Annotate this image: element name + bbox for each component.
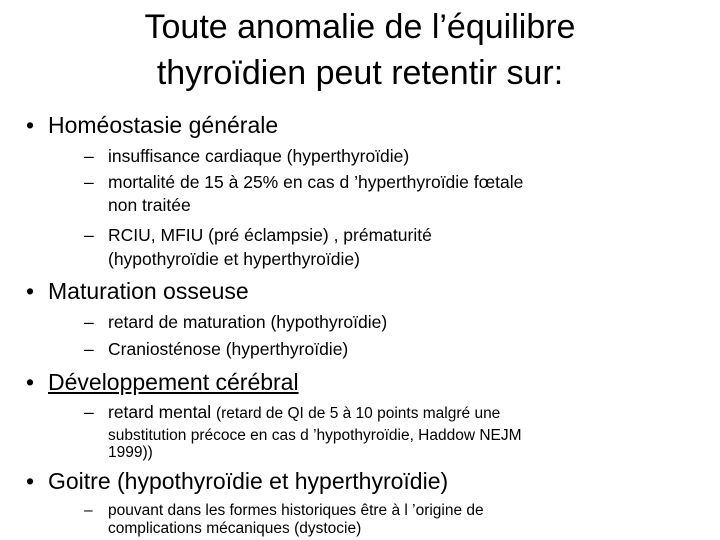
item-text: insuffisance cardiaque (hyperthyroïdie) <box>108 146 410 166</box>
bullet-icon: • <box>26 369 35 395</box>
section-heading: Goitre (hypothyroïdie et hyperthyroïdie) <box>48 468 449 494</box>
list-item <box>84 145 409 167</box>
item-note: (retard de QI de 5 à 10 points malgré une <box>215 405 501 422</box>
item-text: retard de maturation (hypothyroïdie) <box>108 312 388 332</box>
list-item <box>84 224 432 246</box>
section-maturation <box>26 277 249 305</box>
list-item <box>84 338 348 360</box>
slide-title <box>60 4 660 96</box>
section-goitre <box>26 467 448 495</box>
list-item <box>84 401 500 425</box>
list-item <box>84 311 387 333</box>
item-text: mortalité de 15 à 25% en cas d ’hyperthyroïdie fœtale <box>108 172 524 192</box>
section-heading: Développement cérébral <box>48 369 299 395</box>
dash-icon: – <box>84 146 94 166</box>
dash-icon: – <box>84 312 94 332</box>
title-line-1: Toute anomalie de l’équilibre <box>144 8 576 46</box>
dash-icon: – <box>84 402 94 422</box>
bullet-icon: • <box>26 278 35 304</box>
title-line-2: thyroïdien peut retentir sur: <box>156 54 564 92</box>
bullet-icon: • <box>26 112 35 138</box>
bullet-icon: • <box>26 468 35 494</box>
section-developpement <box>26 368 299 396</box>
item-text: Craniosténose (hyperthyroïdie) <box>108 339 349 359</box>
item-text: RCIU, MFIU (pré éclampsie) , prématurité <box>108 225 432 245</box>
item-text: pouvant dans les formes historiques être à l ’origine de <box>108 502 484 519</box>
item-continuation: 1999)) <box>108 444 153 461</box>
section-heading: Homéostasie générale <box>48 112 279 138</box>
item-continuation: non traitée <box>108 195 191 215</box>
dash-icon: – <box>84 225 94 245</box>
dash-icon: – <box>84 172 94 192</box>
item-continuation: (hypothyroïdie et hyperthyroïdie) <box>108 249 360 269</box>
dash-icon: – <box>84 502 93 519</box>
item-continuation: substitution précoce en cas d ’hypothyroïdie, Haddow NEJM <box>108 427 522 444</box>
section-homeostasie <box>26 111 278 139</box>
section-heading: Maturation osseuse <box>48 278 249 304</box>
item-continuation: complications mécaniques (dystocie) <box>108 520 362 537</box>
dash-icon: – <box>84 339 94 359</box>
item-text: retard mental <box>108 402 216 422</box>
list-item <box>84 171 523 193</box>
